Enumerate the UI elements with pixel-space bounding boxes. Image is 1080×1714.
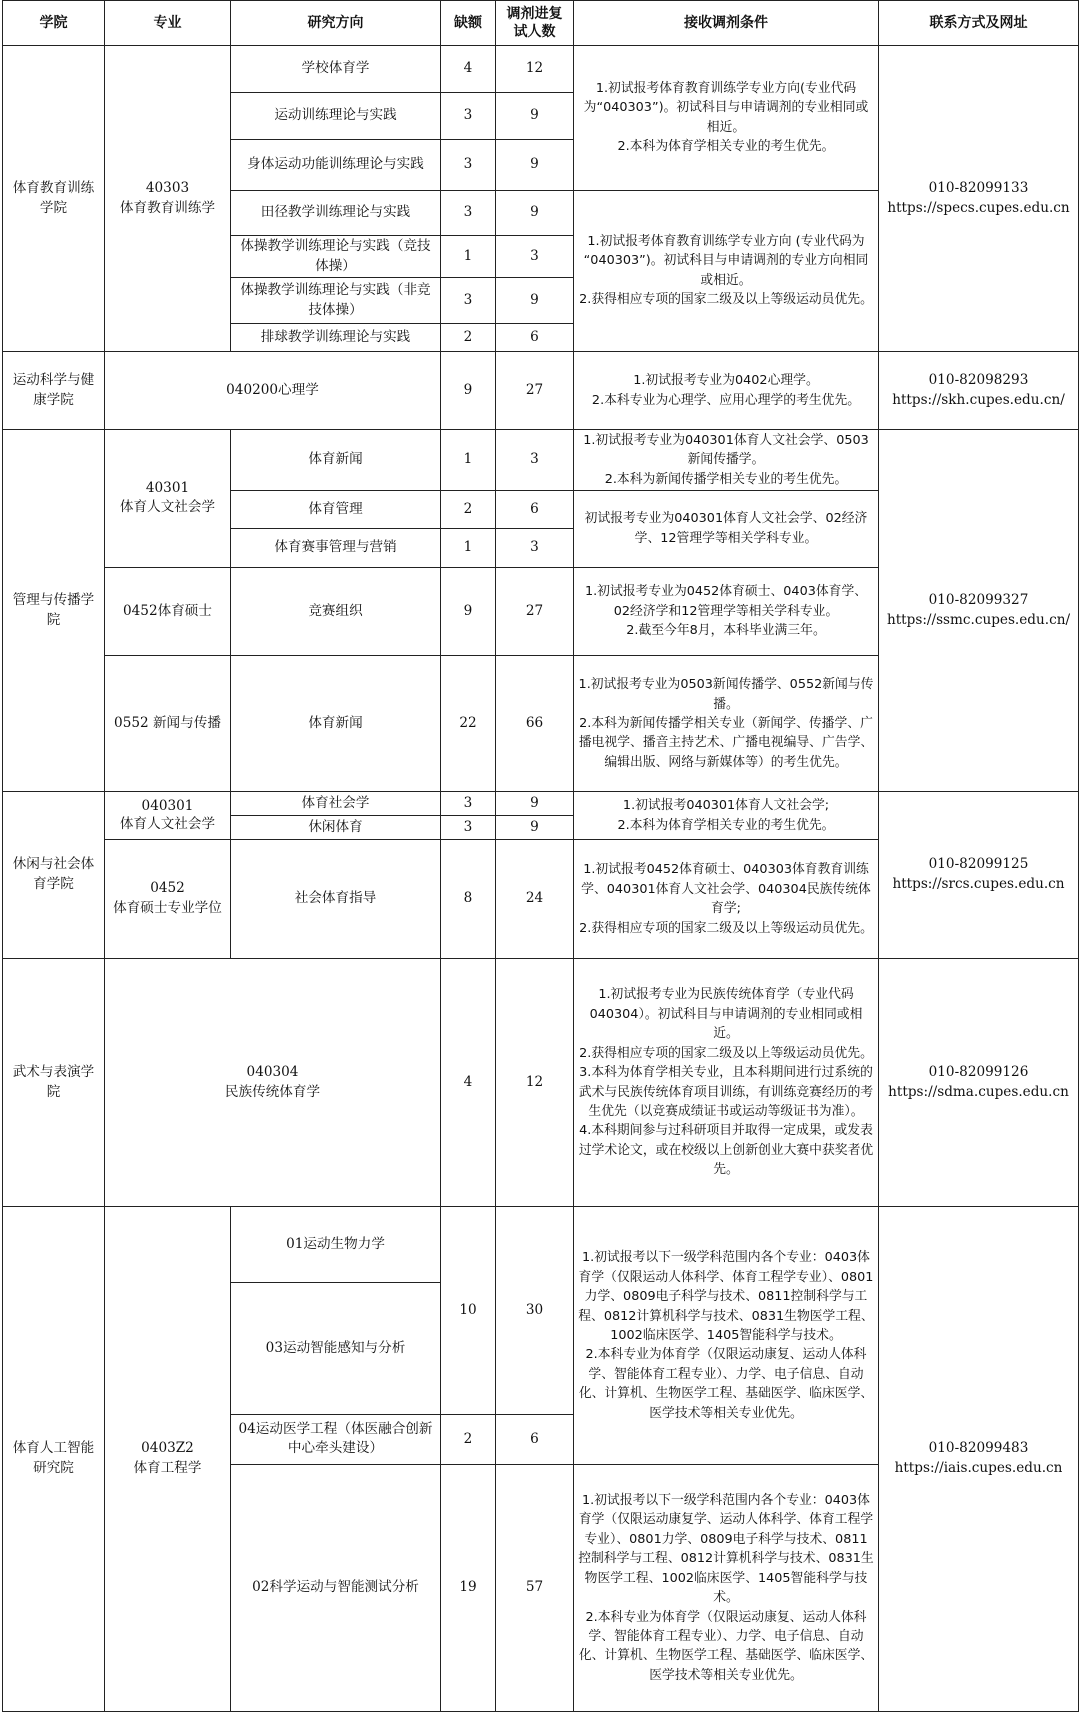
- retest-cell: 30: [496, 1207, 574, 1414]
- retest-cell: 3: [496, 430, 574, 491]
- retest-cell: 6: [496, 323, 574, 351]
- contact-cell: [879, 430, 1079, 792]
- retest-cell: 9: [496, 791, 574, 815]
- retest-cell: 3: [496, 236, 574, 278]
- retest-cell: 12: [496, 46, 574, 93]
- retest-cell: 66: [496, 656, 574, 791]
- direction-cell: 体育赛事管理与营销: [231, 529, 441, 567]
- retest-cell: 27: [496, 567, 574, 656]
- condition-item: 1.初试报考以下一级学科范围内各个专业：0403体育学（仅限运动人体科学、体育工程学专业）、0801力学、0809电子科学与技术、0811控制科学与工程、0812计算机科学与技术、0831生物医学工程、1002临床医学、1405智能科学与技术。: [578, 1250, 874, 1344]
- direction-cell: 田径教学训练理论与实践: [231, 190, 441, 235]
- major-code: 0452: [150, 880, 185, 897]
- vacancy-cell: 9: [441, 567, 496, 656]
- major-cell: [105, 430, 231, 567]
- direction-cell: 身体运动功能训练理论与实践: [231, 140, 441, 191]
- conditions-cell: [574, 190, 879, 352]
- vacancy-cell: 4: [441, 46, 496, 93]
- direction-cell: 体育社会学: [231, 791, 441, 815]
- direction-cell: 运动训练理论与实践: [231, 92, 441, 140]
- major-code: 040304: [246, 1063, 299, 1080]
- major-cell: [105, 46, 231, 352]
- direction-cell: 01运动生物力学: [231, 1207, 441, 1283]
- vacancy-cell: 3: [441, 816, 496, 840]
- direction-cell: 02科学运动与智能测试分析: [231, 1465, 441, 1712]
- major-code: 40303: [145, 179, 190, 196]
- major-name: 体育工程学: [133, 1460, 202, 1477]
- condition-item: 1.初试报考专业为0402心理学。: [633, 373, 819, 389]
- direction-cell: 04运动医学工程（体医融合创新中心牵头建设）: [231, 1414, 441, 1465]
- vacancy-cell: 3: [441, 92, 496, 140]
- condition-item: 1.初试报考体育教育训练学专业方向 (专业代码为 “040303”)。初试科目与申请调剂的专业方向相同或相近。: [583, 234, 869, 288]
- condition-item: 2.本科专业为体育学（仅限运动康复、运动人体科学、智能体育工程专业）、力学、电子信息、自动化、计算机、生物医学工程、基础医学、临床医学、医学技术等相关专业优先。: [578, 1609, 874, 1683]
- major-code: 40301: [145, 479, 190, 496]
- vacancy-cell: 2: [441, 490, 496, 528]
- contact-cell: [879, 791, 1079, 958]
- retest-cell: 9: [496, 278, 574, 323]
- retest-cell: 12: [496, 958, 574, 1207]
- college-name: 体育教育训练学院: [3, 46, 105, 352]
- retest-cell: 9: [496, 190, 574, 235]
- contact-url[interactable]: https://ssmc.cupes.edu.cn/: [886, 611, 1071, 628]
- contact-phone: 010-82099133: [928, 179, 1029, 196]
- major-code: 040301: [141, 798, 194, 815]
- condition-item: 4.本科期间参与过科研项目并取得一定成果，或发表过学术论文，或在校级以上创新创业大赛中获奖者优先。: [578, 1123, 874, 1178]
- header-retest-count: 调剂进复试人数: [496, 1, 574, 46]
- direction-cell: 休闲体育: [231, 816, 441, 840]
- header-direction: 研究方向: [231, 1, 441, 46]
- table-row: [3, 352, 1079, 430]
- contact-cell: [879, 958, 1079, 1207]
- header-college: 学院: [3, 1, 105, 46]
- vacancy-cell: 8: [441, 840, 496, 958]
- table-row: [3, 791, 1079, 815]
- major-name: 民族传统体育学: [224, 1083, 321, 1100]
- condition-item: 2.本科为体育学相关专业的考生优先。: [617, 139, 835, 155]
- direction-cell: 竞赛组织: [231, 567, 441, 656]
- table-row: [3, 1207, 1079, 1283]
- condition-item: 2.本科为体育学相关专业的考生优先。: [617, 817, 835, 833]
- retest-cell: 3: [496, 529, 574, 567]
- condition-item: 2.获得相应专项的国家二级及以上等级运动员优先。: [579, 920, 873, 936]
- vacancy-cell: 3: [441, 791, 496, 815]
- college-name: 武术与表演学院: [3, 958, 105, 1207]
- condition-item: 1.初试报考专业为0452体育硕士、0403体育学、02经济学和12管理学等相关学科专业。: [584, 584, 868, 619]
- condition-item: 1.初试报考体育教育训练学专业方向(专业代码为“040303”)。初试科目与申请调剂的专业相同或相近。: [583, 80, 869, 135]
- condition-item: 2.本科专业为体育学（仅限运动康复、运动人体科学、智能体育工程专业）、力学、电子信息、自动化、计算机、生物医学工程、基础医学、临床医学、医学技术等相关专业优先。: [578, 1347, 874, 1421]
- conditions-cell: [574, 656, 879, 791]
- header-vacancy: 缺额: [441, 1, 496, 46]
- condition-item: 2.本科为新闻传播学相关专业的考生优先。: [604, 471, 848, 487]
- vacancy-cell: 1: [441, 430, 496, 491]
- college-name: 运动科学与健康学院: [3, 352, 105, 430]
- contact-url[interactable]: https://specs.cupes.edu.cn: [887, 199, 1070, 216]
- retest-cell: 57: [496, 1465, 574, 1712]
- contact-phone: 010-82099126: [928, 1063, 1029, 1080]
- condition-item: 初试报考专业为040301体育人文社会学、02经济学、12管理学等相关学科专业。: [584, 511, 868, 546]
- contact-cell: [879, 46, 1079, 352]
- condition-item: 1.初试报考0452体育硕士、040303体育教育训练学、040301体育人文社会学、040304民族传统体育学;: [581, 862, 871, 917]
- conditions-cell: [574, 791, 879, 840]
- college-name: 休闲与社会体育学院: [3, 791, 105, 958]
- vacancy-cell: 19: [441, 1465, 496, 1712]
- retest-cell: 27: [496, 352, 574, 430]
- contact-phone: 010-82099327: [928, 591, 1029, 608]
- contact-url[interactable]: https://skh.cupes.edu.cn/: [892, 391, 1065, 408]
- contact-url[interactable]: https://srcs.cupes.edu.cn: [892, 875, 1065, 892]
- major-name: 体育硕士专业学位: [113, 900, 222, 917]
- condition-item: 1.初试报考专业为0503新闻传播学、0552新闻与传播。: [578, 677, 874, 712]
- retest-cell: 6: [496, 1414, 574, 1465]
- major-cell: [105, 958, 441, 1207]
- direction-cell: 体操教学训练理论与实践（竞技体操）: [231, 236, 441, 278]
- retest-cell: 9: [496, 92, 574, 140]
- header-row: [3, 1, 1079, 46]
- vacancy-cell: 1: [441, 529, 496, 567]
- header-contact: 联系方式及网址: [879, 1, 1079, 46]
- contact-url[interactable]: https://iais.cupes.edu.cn: [894, 1460, 1063, 1477]
- direction-cell: 体操教学训练理论与实践（非竞技体操）: [231, 278, 441, 323]
- vacancy-cell: 22: [441, 656, 496, 791]
- condition-item: 1.初试报考以下一级学科范围内各个专业：0403体育学（仅限运动康复学、运动人体科学、体育工程学专业）、0801力学、0809电子科学与技术、0811控制科学与工程、0812计算机科学与技术、0831生物医学工程、1002临床医学、1405智能科学与技术。: [578, 1492, 874, 1606]
- vacancy-cell: 2: [441, 323, 496, 351]
- conditions-cell: [574, 1207, 879, 1465]
- table-row: [3, 958, 1079, 1207]
- direction-cell: 学校体育学: [231, 46, 441, 93]
- major-cell: 0552 新闻与传播: [105, 656, 231, 791]
- conditions-cell: [574, 352, 879, 430]
- major-name: 体育教育训练学: [119, 199, 216, 216]
- direction-cell: 体育管理: [231, 490, 441, 528]
- header-major: 专业: [105, 1, 231, 46]
- retest-cell: 24: [496, 840, 574, 958]
- retest-cell: 9: [496, 140, 574, 191]
- direction-cell: 03运动智能感知与分析: [231, 1283, 441, 1414]
- condition-item: 3.本科为体育学相关专业，且本科期间进行过系统的武术与民族传统体育项目训练，有训练竞赛经历的考生优先（以竞赛成绩证书或运动等级证书为准）。: [578, 1065, 874, 1119]
- table-row: [3, 46, 1079, 93]
- vacancy-cell: 2: [441, 1414, 496, 1465]
- direction-cell: 体育新闻: [231, 430, 441, 491]
- conditions-cell: [574, 490, 879, 567]
- vacancy-cell: 10: [441, 1207, 496, 1414]
- vacancy-cell: 3: [441, 278, 496, 323]
- condition-item: 1.初试报考专业为040301体育人文社会学、0503新闻传播学。: [583, 432, 869, 468]
- condition-item: 2.本科专业为心理学、应用心理学的考生优先。: [591, 392, 861, 408]
- condition-item: 2.本科为新闻传播学相关专业（新闻学、传播学、广播电视学、播音主持艺术、广播电视编导、广告学、编辑出版、网络与新媒体等）的考生优先。: [578, 715, 874, 770]
- contact-cell: [879, 1207, 1079, 1712]
- retest-cell: 9: [496, 816, 574, 840]
- condition-item: 2.截至今年8月，本科毕业满三年。: [626, 623, 826, 639]
- table-row: [3, 430, 1079, 491]
- vacancy-cell: 9: [441, 352, 496, 430]
- vacancy-cell: 3: [441, 140, 496, 191]
- conditions-cell: [574, 567, 879, 656]
- condition-item: 1.初试报考040301体育人文社会学;: [622, 798, 830, 814]
- major-cell: [105, 1207, 231, 1712]
- major-cell: 040200心理学: [105, 352, 441, 430]
- transfer-admission-table: [2, 0, 1079, 1712]
- conditions-cell: [574, 430, 879, 491]
- contact-phone: 010-82098293: [928, 371, 1029, 388]
- retest-cell: 6: [496, 490, 574, 528]
- vacancy-cell: 3: [441, 190, 496, 235]
- condition-item: 2.获得相应专项的国家二级及以上等级运动员优先。: [579, 292, 873, 308]
- conditions-cell: [574, 1465, 879, 1712]
- vacancy-cell: 4: [441, 958, 496, 1207]
- direction-cell: 社会体育指导: [231, 840, 441, 958]
- vacancy-cell: 1: [441, 236, 496, 278]
- college-name: 体育人工智能研究院: [3, 1207, 105, 1712]
- major-name: 体育人文社会学: [119, 499, 216, 516]
- condition-item: 2.获得相应专项的国家二级及以上等级运动员优先。: [579, 1045, 873, 1061]
- conditions-cell: [574, 840, 879, 958]
- direction-cell: 排球教学训练理论与实践: [231, 323, 441, 351]
- condition-item: 1.初试报考专业为民族传统体育学（专业代码040304）。初试科目与申请调剂的专业相同或相近。: [589, 987, 863, 1042]
- major-cell: [105, 840, 231, 958]
- major-code: 0403Z2: [141, 1440, 194, 1457]
- major-cell: 0452体育硕士: [105, 567, 231, 656]
- conditions-cell: [574, 46, 879, 191]
- college-name: 管理与传播学院: [3, 430, 105, 792]
- direction-cell: 体育新闻: [231, 656, 441, 791]
- contact-cell: [879, 352, 1079, 430]
- conditions-cell: [574, 958, 879, 1207]
- contact-phone: 010-82099125: [928, 856, 1029, 873]
- header-conditions: 接收调剂条件: [574, 1, 879, 46]
- major-cell: [105, 791, 231, 840]
- contact-phone: 010-82099483: [928, 1440, 1029, 1457]
- contact-url[interactable]: https://sdma.cupes.edu.cn: [888, 1083, 1069, 1100]
- major-name: 体育人文社会学: [119, 815, 216, 832]
